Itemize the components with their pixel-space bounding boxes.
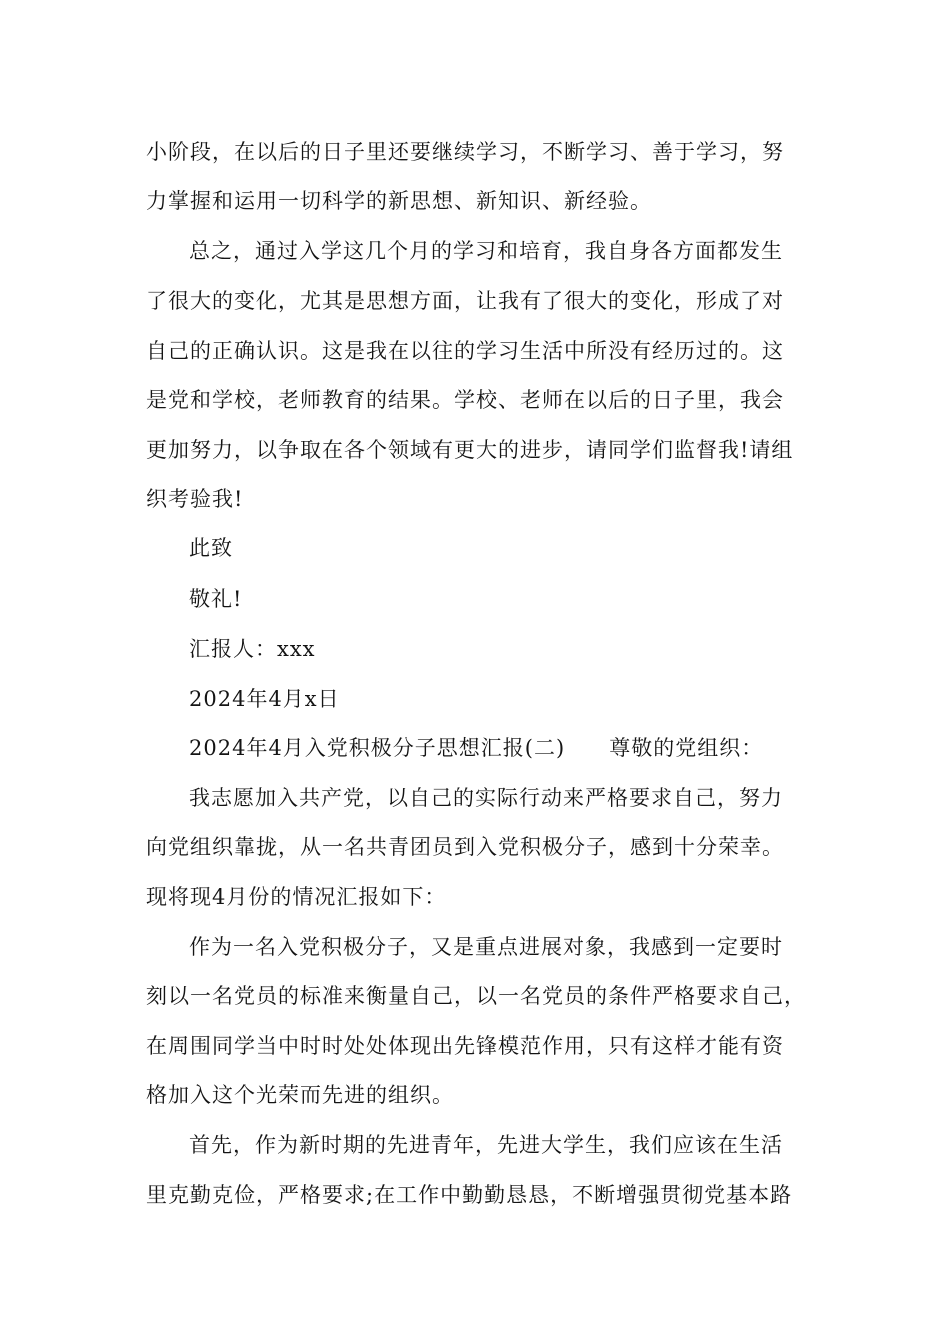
report-date: 2024年4月x日 — [189, 687, 340, 711]
paragraph-line: 总之，通过入学这几个月的学习和培育，我自身各方面都发生 — [189, 239, 783, 263]
paragraph-line: 刻以一名党员的标准来衡量自己，以一名党员的条件严格要求自己， — [146, 984, 806, 1008]
paragraph-line: 小阶段，在以后的日子里还要继续学习，不断学习、善于学习，努 — [146, 140, 784, 164]
paragraph-line: 了很大的变化，尤其是思想方面，让我有了很大的变化，形成了对 — [146, 289, 784, 313]
paragraph-line: 首先，作为新时期的先进青年，先进大学生，我们应该在生活 — [189, 1133, 783, 1157]
reporter-signature: 汇报人：xxx — [189, 637, 316, 661]
paragraph-line: 里克勤克俭，严格要求;在工作中勤勤恳恳，不断增强贯彻党基本路 — [146, 1183, 793, 1207]
paragraph-line: 现将现4月份的情况汇报如下： — [146, 885, 447, 909]
closing-regards: 敬礼! — [189, 587, 243, 611]
paragraph-line: 更加努力，以争取在各个领域有更大的进步，请同学们监督我!请组 — [146, 438, 794, 462]
paragraph-line: 我志愿加入共产党，以自己的实际行动来严格要求自己，努力 — [189, 786, 783, 810]
paragraph-line: 在周围同学当中时时处处体现出先锋模范作用，只有这样才能有资 — [146, 1034, 784, 1058]
paragraph-line: 织考验我! — [146, 487, 244, 511]
paragraph-line: 是党和学校，老师教育的结果。学校、老师在以后的日子里，我会 — [146, 388, 784, 412]
paragraph-line: 格加入这个光荣而先进的组织。 — [146, 1083, 454, 1107]
paragraph-line: 向党组织靠拢，从一名共青团员到入党积极分子，感到十分荣幸。 — [146, 835, 784, 859]
paragraph-line: 力掌握和运用一切科学的新思想、新知识、新经验。 — [146, 189, 652, 213]
section-heading: 2024年4月入党积极分子思想汇报(二) 尊敬的党组织： — [189, 736, 764, 760]
paragraph-line: 自己的正确认识。这是我在以往的学习生活中所没有经历过的。这 — [146, 339, 784, 363]
paragraph-line: 作为一名入党积极分子，又是重点进展对象，我感到一定要时 — [189, 935, 783, 959]
closing-salutation: 此致 — [189, 536, 233, 560]
